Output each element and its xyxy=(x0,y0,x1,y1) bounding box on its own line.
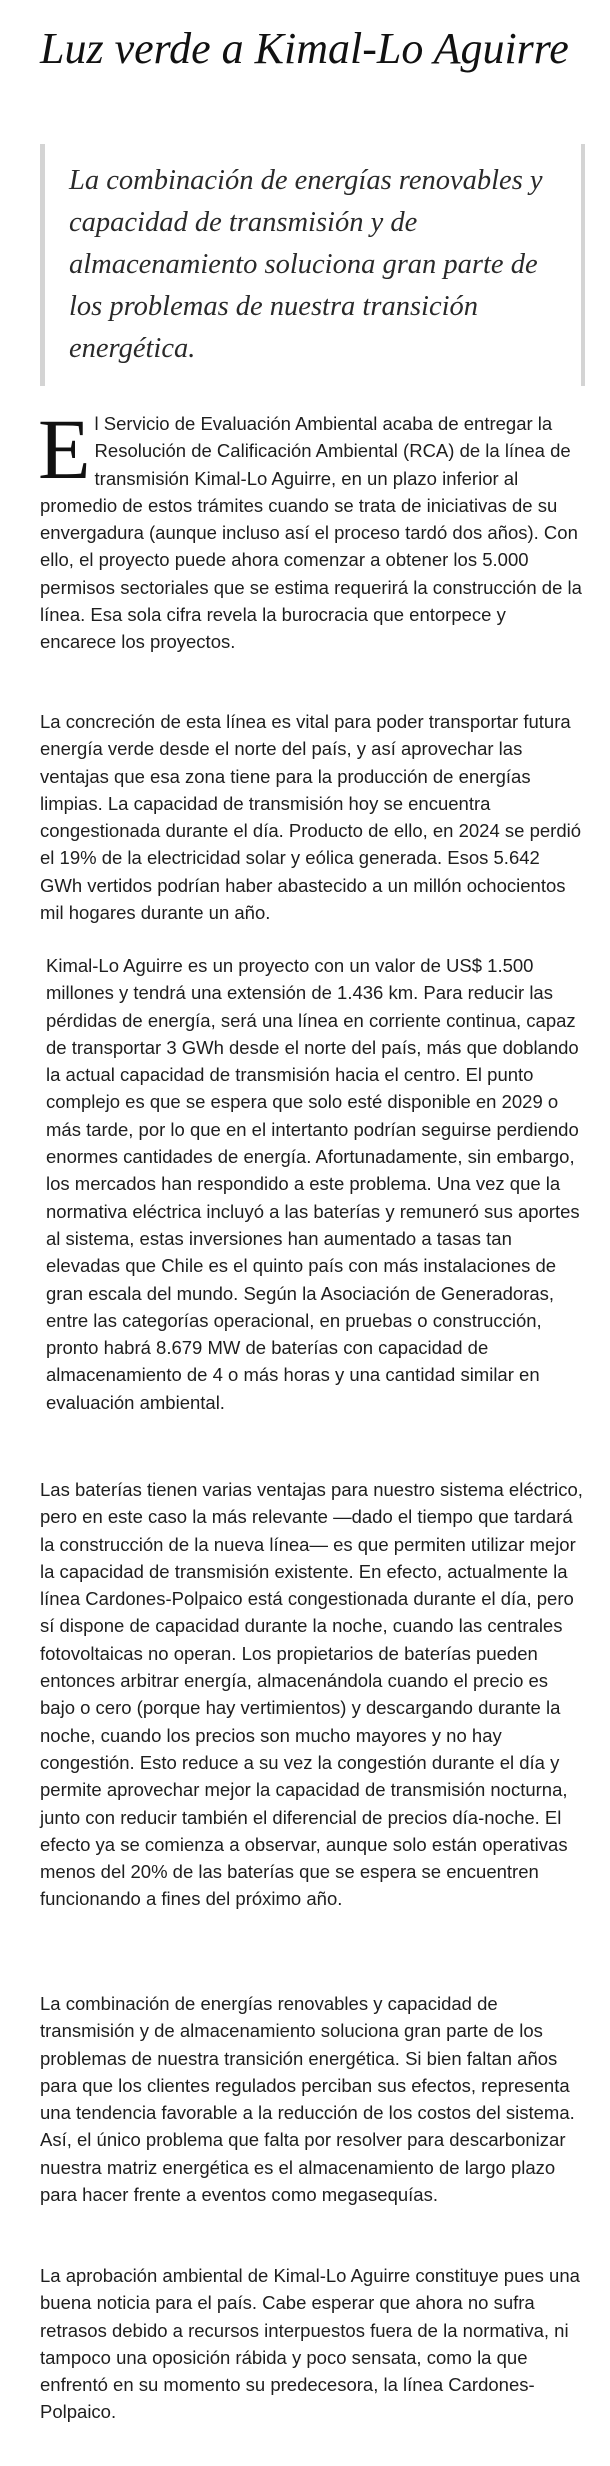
paragraph-1-text: l Servicio de Evaluación Ambiental acaba de entregar la Resolución de Calificación Ambiental (RCA) de la línea de transmisión Kimal-Lo Aguirre, en un plazo inferior al promedio de estos trámites cuando se trata de iniciativas de su envergadura (aunque incluso así el proceso tardó dos años). Con ello, el proyecto puede ahora comenzar a obtener los 5.000 permisos sectoriales que se estima requerirá la construcción de la línea. Esa sola cifra revela la burocracia que entorpece y encarece los proyectos. xyxy=(40,413,582,653)
article-paragraph-2: La concreción de esta línea es vital para poder transportar futura energía verde desde el norte del país, y así aprovechar las ventajas que esa zona tiene para la producción de energías limpias. La capacidad de transmisión hoy se encuentra congestionada durante el día. Producto de ello, en 2024 se perdió el 19% de la electricidad solar y eólica generada. Esos 5.642 GWh vertidos podrían haber abastecido a un millón ochocientos mil hogares durante un año. xyxy=(40,711,582,924)
pull-quote-text: La combinación de energías renovables y capacidad de transmisión y de almacenamiento soluciona gran parte de los problemas de nuestra transición energética. xyxy=(69,165,543,364)
drop-cap: E xyxy=(38,401,91,497)
pull-quote xyxy=(40,144,585,386)
article-paragraph-5: La combinación de energías renovables y capacidad de transmisión y de almacenamiento soluciona gran parte de los problemas de nuestra transición energética. Si bien faltan años para que los clientes regulados perciban sus efectos, representa una tendencia favorable a la reducción de los costos del sistema. Así, el único problema que falta por resolver para descarbonizar nuestra matriz energética es el almacenamiento de largo plazo para hacer frente a eventos como megasequías. xyxy=(40,1993,575,2206)
article-title: Luz verde a Kimal-Lo Aguirre xyxy=(40,24,569,73)
article-paragraph-3: Kimal-Lo Aguirre es un proyecto con un valor de US$ 1.500 millones y tendrá una extensión de 1.436 km. Para reducir las pérdidas de energía, será una línea en corriente continua, capaz de transportar 3 GWh desde el norte del país, más que doblando la actual capacidad de transmisión hacia el centro. El punto complejo es que se espera que solo esté disponible en 2029 o más tarde, por lo que en el intertanto podrían seguirse perdiendo enormes cantidades de energía. Afortunadamente, sin embargo, los mercados han respondido a este problema. Una vez que la normativa eléctrica incluyó a las baterías y remuneró sus aportes al sistema, estas inversiones han aumentado a tasas tan elevadas que Chile es el quinto país con más instalaciones de gran escala del mundo. Según la Asociación de Generadoras, entre las categorías operacional, en pruebas o construcción, pronto habrá 8.679 MW de baterías con capacidad de almacenamiento de 4 o más horas y una cantidad similar en evaluación ambiental. xyxy=(46,955,580,1413)
article-paragraph-4: Las baterías tienen varias ventajas para nuestro sistema eléctrico, pero en este caso la más relevante —dado el tiempo que tardará la construcción de la nueva línea— es que permiten utilizar mejor la capacidad de transmisión existente. En efecto, actualmente la línea Cardones-Polpaico está congestionada durante el día, pero sí dispone de capacidad durante la noche, cuando las centrales fotovoltaicas no operan. Los propietarios de baterías pueden entonces arbitrar energía, almacenándola cuando el precio es bajo o cero (porque hay vertimientos) y descargando durante la noche, cuando los precios son mucho mayores y no hay congestión. Esto reduce a su vez la congestión durante el día y permite aprovechar mejor la capacidad de transmisión nocturna, junto con reducir también el diferencial de precios día-noche. El efecto ya se comienza a observar, aunque solo están operativas menos del 20% de las baterías que se espera se encuentren funcionando a fines del próximo año. xyxy=(40,1479,583,1910)
article-paragraph-1 xyxy=(38,401,585,656)
article-paragraph-6: La aprobación ambiental de Kimal-Lo Aguirre constituye pues una buena noticia para el país. Cabe esperar que ahora no sufra retrasos debido a recursos interpuestos fuera de la normativa, ni tampoco una oposición rábida y poco sensata, como la que enfrentó en su momento su predecesora, la línea Cardones-Polpaico. xyxy=(40,2265,580,2423)
